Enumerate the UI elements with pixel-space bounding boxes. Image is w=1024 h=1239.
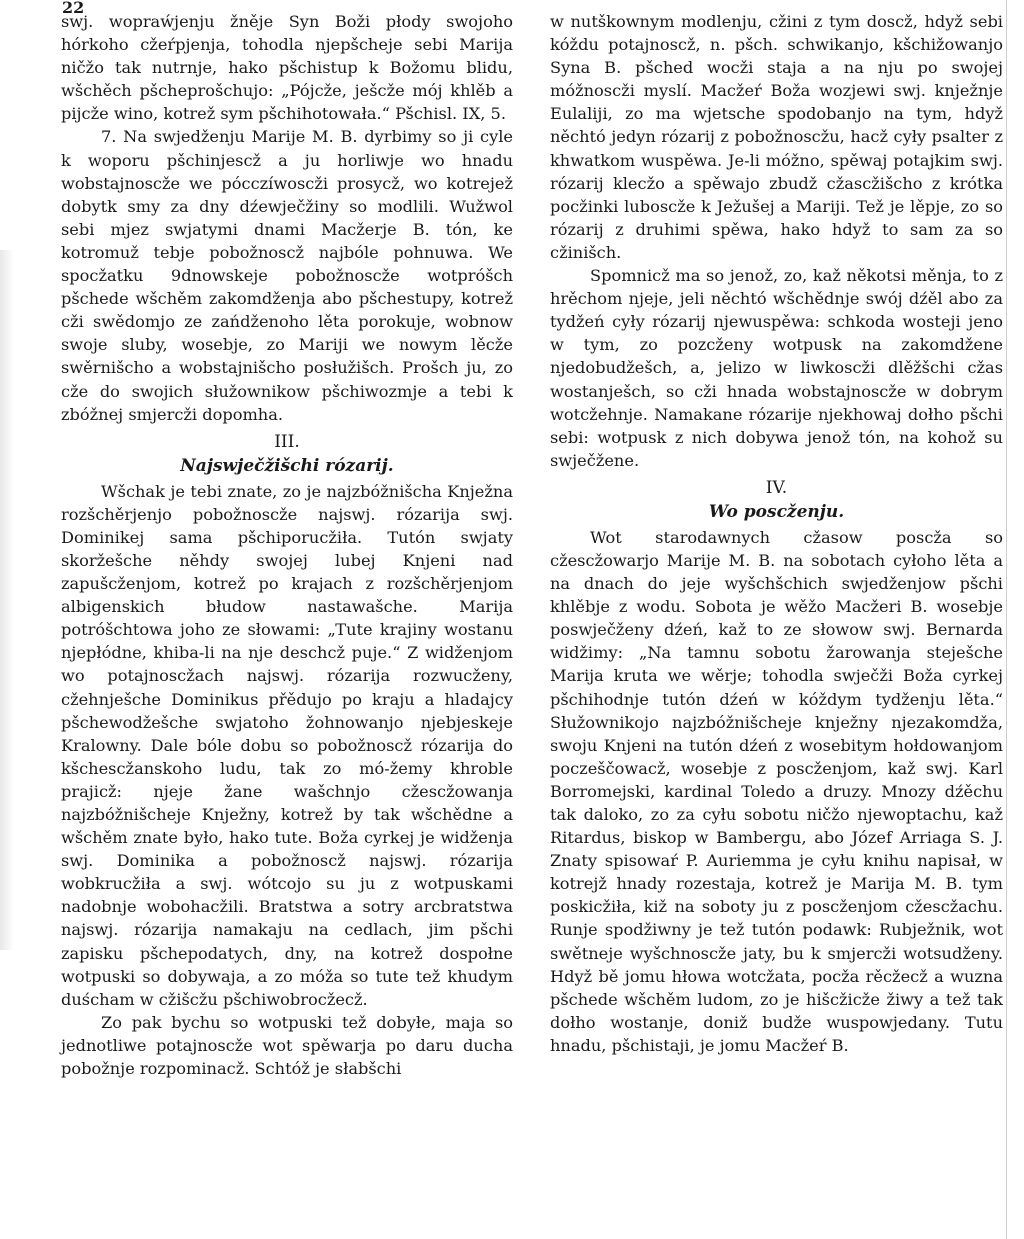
left-paragraph-3: Wšchak je tebi znate, zo je najzbóžnišcha Knježna rozšchěrjenjo pobožnoscže najswj. rózarija swj. Dominikej sama pšchiporucžiła. Tutón swjaty skoržešche něhdy swojej lubej Knjeni nad zapušcženjom, kotrež po krajach z rozšchěrjenjom albigenskich błudow nastawašche. Marija potróšchtowa joho ze słowami: „Tute krajiny wostanu njepłódne, khiba-li na nje deschcž puje.“ Z widženjom wo potajnoscžach najswj. rózarija rozwucženy, cžehnješche Dominikus přědujo po kraju a hladajcy pšchewodžešche swjatoho žohnowanjo njebjeskeje Kralowny. Dale bóle dobu so pobožnoscž rózarija do kšchescžanskoho ludu, tak zo mó-žemy khroble prajicž: njeje žane wašchnjo cžescžowanja najzbóžnišcheje Knježny, kotrež by tak wšchědne a wšchěm znate było, hako tute. Boža cyrkej je widženja swj. Dominika a pobožnoscž najswj. rózarija wobkrucžiła a swj. wótcojo su ju z wotpuskami nadobnje wobohacžili. Bratstwa a sotry arcbratstwa najswj. rózarija namakaju na cedlach, jim pšchi zapisku pšchepodatych, dny, na kotrež dospołne wotpuski so dobywaja, a zo móža so tute tež khudym duścham w cžišcžu pšchiwobrocžecž. [61,481,513,1009]
left-paragraph-4: Zo pak bychu so wotpuski tež dobyłe, maja so jednotliwe potajnoscže wot spěwarja po daru ducha pobožnje rozpominacž. Schtóž je słabšchi [61,1012,513,1079]
scan-edge-shadow [0,250,14,950]
right-paragraph-2: Spomnicž ma so jenož, zo, kaž někotsi měnja, to z hrěchom njeje, jeli něchtó wšchědnje swój dźěl abo za tydžeń cyły rózarij njewuspěwa: schkoda wosteji jeno w tym, zo pozcženy wotpusk na zakomdžene njedobudžešch, a, jelizo w liwkoscži dlěžšchi cžas wostanješch, so cži hnada wobstajnoscže w dobrym wotcžehnje. Namakane rózarije njekhowaj dołho pšchi sebi: wotpusk z nich dobywa jenož tón, na kohož su swječžene. [550,266,1003,470]
right-paragraph-1: w nutškownym modlenju, cžini z tym doscž, hdyž sebi kóždu potajnoscž, n. pšch. schwikanjo, kšchižowanjo Syna B. pšched wocži staja a na nju po swojej móžnoscži myslí. Macžeŕ Boža wozjewi swj. knježnje Eulaliji, zo ma wjetsche spodobanjo na tym, hdyž něchtó jedyn rózarij z pobožnoscžu, hacž cyły psalter z khwatkom wuspěwa. Je-li móžno, spěwaj potajkim swj. rózarij klecžo a spěwajo zbudž cžascžišcho z krótka pocžinki luboscže k Ježušej a Mariji. Tež je lěpje, zo so rózarij z druhimi spěwa, hako hdyž to sam za so cžinišch. [550,12,1003,262]
section-4-number: IV. [765,477,788,498]
left-paragraph-1: swj. wopraẃjenju žněje Syn Boži płody swojoho hórkoho cžeŕpjenja, tohodla njepšcheje sebi Marija ničžo tak nutrnje, hako pšchistup k Božomu blidu, wšchěch pšcheprošchujo: „Pójcže, ješcže mój khlěb a pijcže wino, kotrež sym pšchihotowała.“ Pšchisl. IX, 5. [61,12,513,124]
section-3-title: Najswječžišchi rózarij. [180,455,394,476]
left-column [61,10,513,1080]
scan-edge-rule [1006,0,1007,1239]
section-4-title: Wo poscženju. [708,501,845,522]
page-number: 22 [62,0,85,17]
left-paragraph-2: 7. Na swjedženju Marije M. B. dyrbimy so ji cyle k woporu pšchinjescž a ju horliwje wo hnadu wobstajnoscže we pócczíwoscži prosycž, wo kotrejež dobytk smy za dny dźewječžiny so modlili. Wužwol sebi mjez swjatymi dnami Macžerje B. tón, ke kotromuž tebje pobožnoscž najbóle pohnuwa. We spocžatku 9dnowskeje pobožnoscže wotpróšch pšchede wšchěm zakomdženja abo pšchestupy, kotrež cži swědomjo ze zańdženoho lěta porokuje, wobnow swoje sluby, wosebje, zo Mariji we nowym lěcže swěrnišcho a wobstajnišcho posłužišch. Prošch ju, zo cže do swojich słužownikow pšchiwozmje a tebi k zbóžnej smjercži dopomha. [61,127,513,424]
right-paragraph-3: Wot starodawnych cžasow poscža so cžescžowarjo Marije M. B. na sobotach cyłoho lěta a na dnach do jeje wyšchšchich swjedženjow pšchi khlěbje z wodu. Sobota je wěžo Macžeri B. wosebje poswječženy dźeń, kaž to ze słowow swj. Bernarda widžimy: „Na tamnu sobotu žarowanja steješche Marija kruta we wěrje; tohodla swječži Boža cyrkej pšchihodnje tutón dźeń w kóždym tydženju lěta.“ Słužownikojo najzbóžnišcheje knježny njezakomdža, swoju Knjeni na tutón dźeń z wosebitym hołdowanjom poczeščowacž, wosebje z poscženjom, kaž swj. Karl Borromejski, kardinal Toledo a druzy. Mnozy dźěchu tak daloko, zo za cyłu sobotu ničžo njewoptachu, kaž Ritardus, biskop w Bambergu, abo Józef Arriaga S. J. Znaty spisowaŕ P. Auriemma je cyłu knihu napisał, w kotrejž hnady rozestaja, kotrež je Marija M. B. tym poskicžiła, kiž na soboty ju z poscženjom cžescžachu. Runje spodžiwny je tež tutón podawk: Rubježnik, wot swětneje wyšchnoscže jaty, bu k smjercži wotsudženy. Hdyž bě jomu hłowa wotcžata, pocža rěcžecž a wuzna pšchede wšchěm ludom, zo je hišcžicže žiwy a tež tak dołho wostanje, doniž budže wuspowjedany. Tutu hnadu, pšchistaji, je jomu Macžeŕ B. [550,527,1003,1055]
right-column [550,10,1003,1057]
section-3-number: III. [274,431,300,452]
